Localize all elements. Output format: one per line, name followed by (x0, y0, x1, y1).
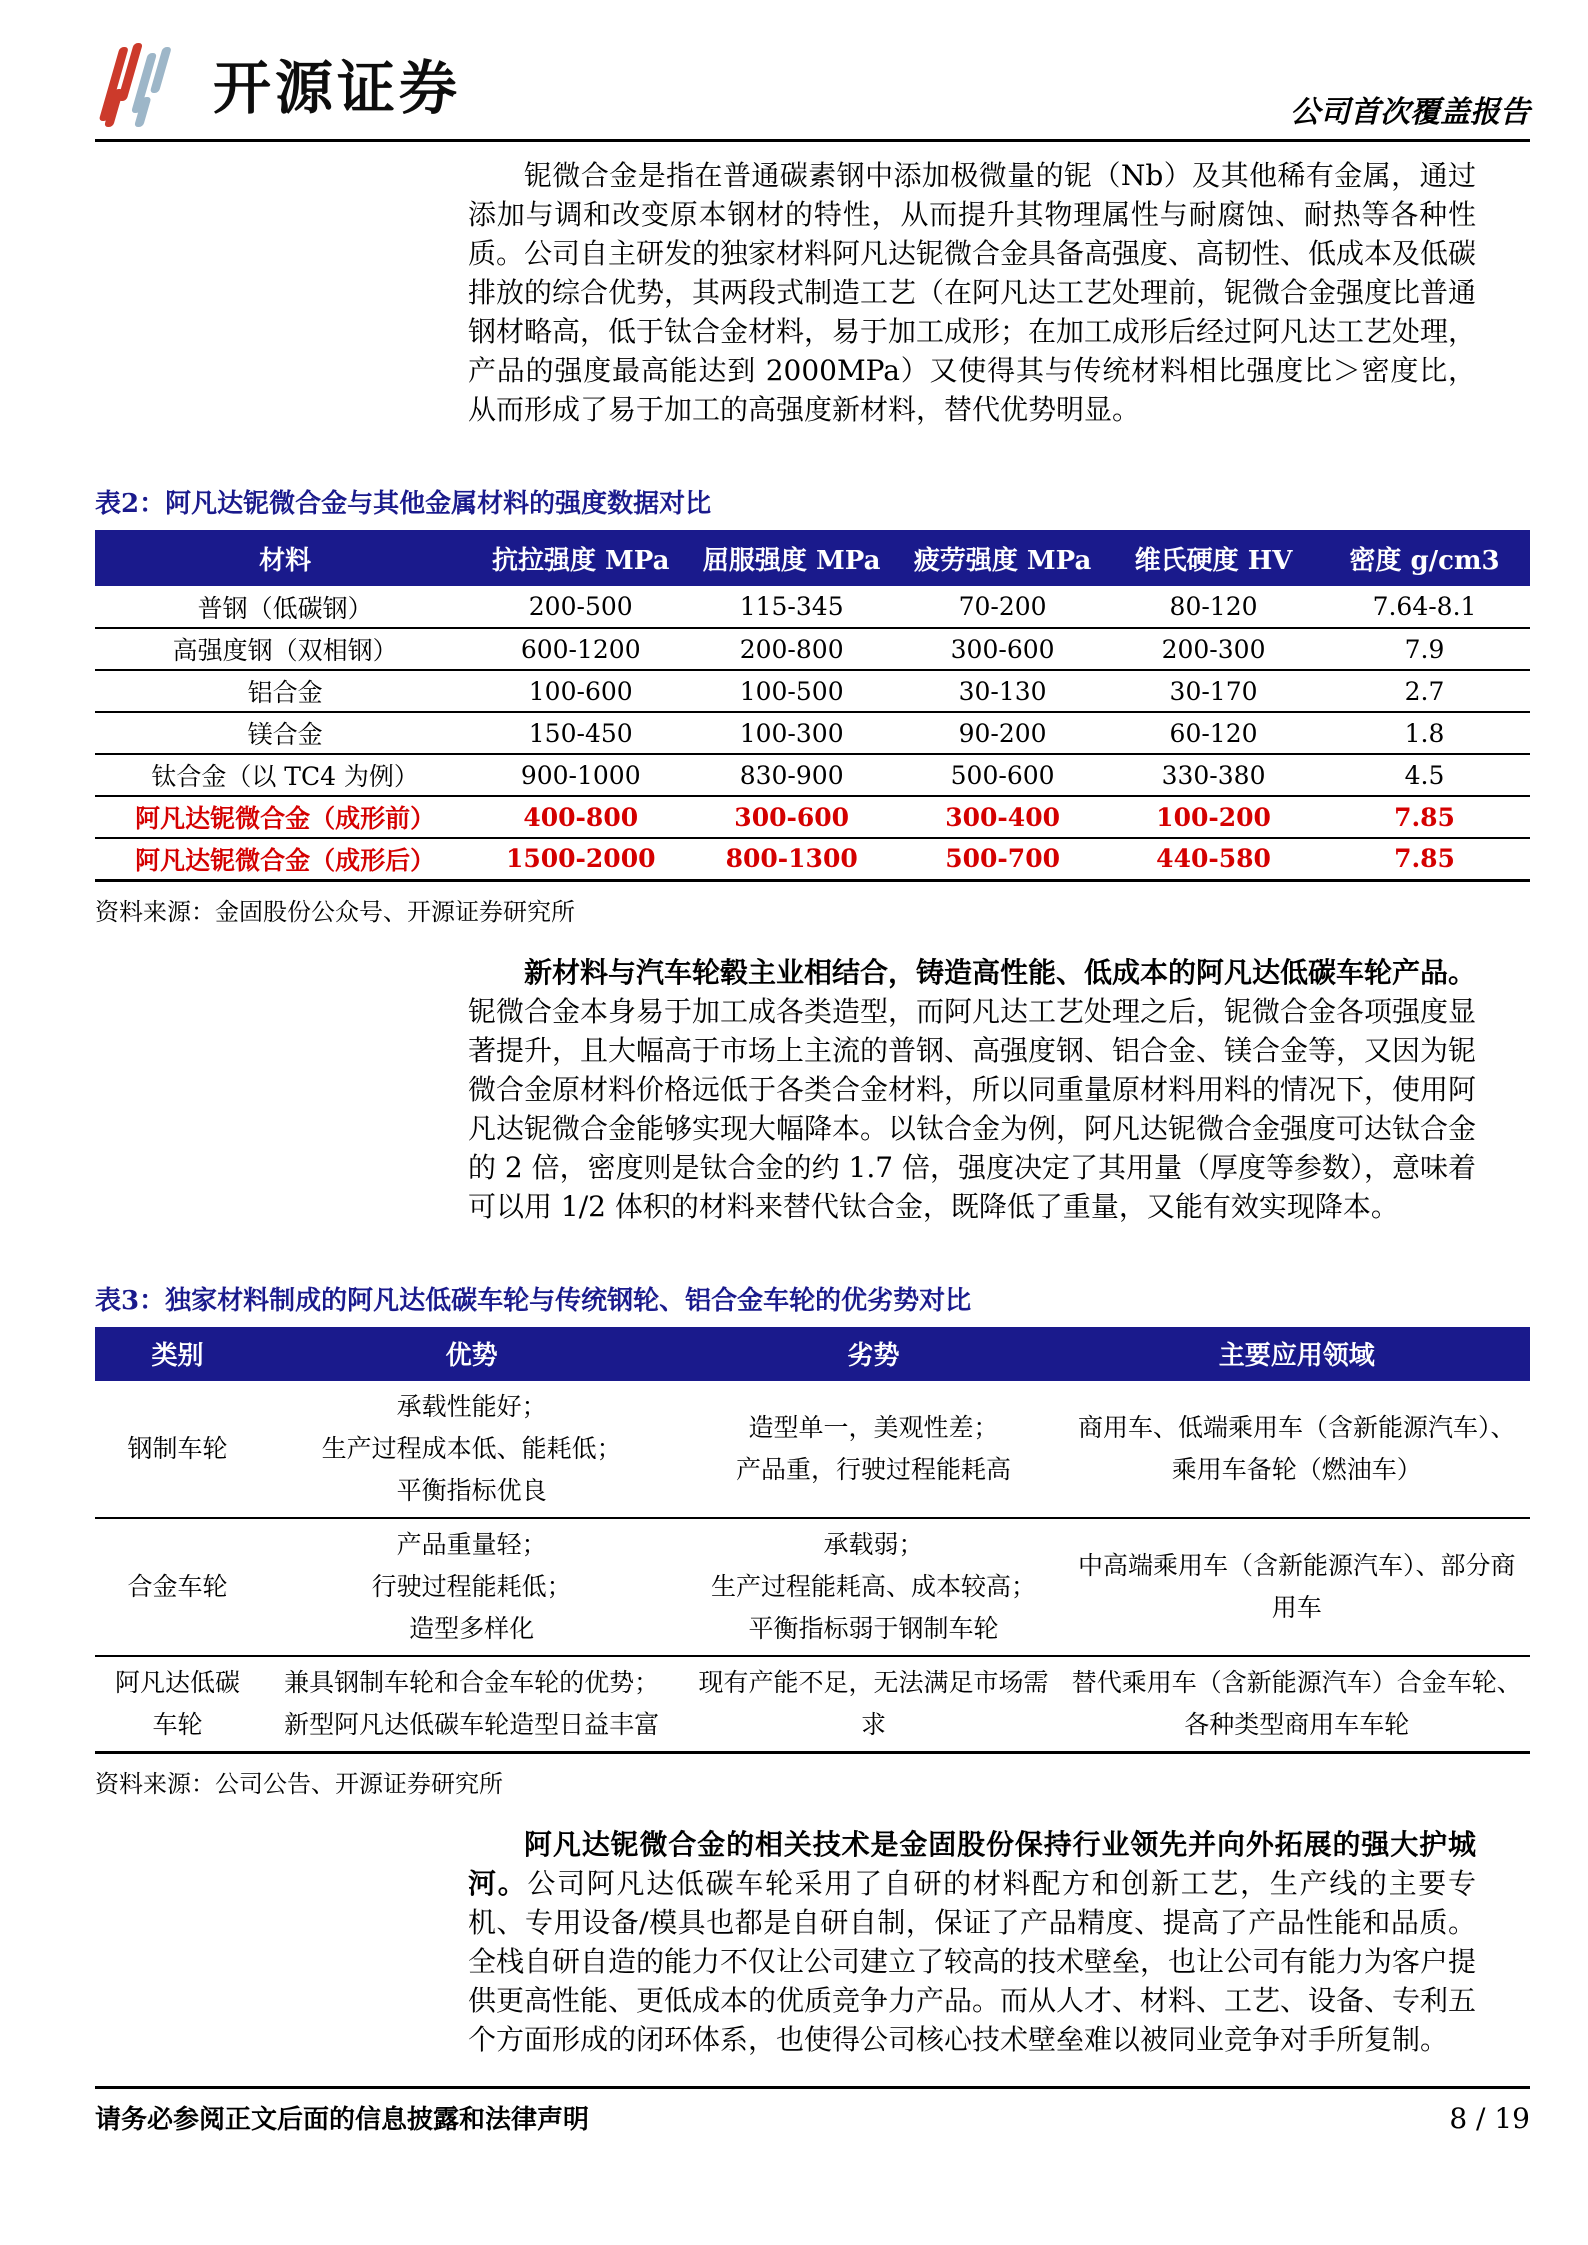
advantage-line: 新型阿凡达低碳车轮造型日益丰富 (284, 1709, 660, 1739)
table3-col-advantage: 优势 (260, 1327, 683, 1381)
table2-title: 表2：阿凡达铌微合金与其他金属材料的强度数据对比 (95, 489, 712, 519)
table2-col-density: 密度 g/cm3 (1319, 530, 1530, 586)
cell: 7.85 (1319, 796, 1530, 838)
table2-strength-comparison (95, 530, 1530, 882)
table3-head (95, 1327, 1530, 1381)
cell: 115-345 (686, 586, 897, 628)
table-row (95, 670, 1530, 712)
cell: 500-700 (897, 838, 1108, 880)
disadvantage-line: 造型单一，美观性差； (748, 1412, 999, 1442)
cell: 1.8 (1319, 712, 1530, 754)
cell-advantages (260, 1518, 683, 1656)
advantage-line: 产品重量轻； (396, 1529, 547, 1559)
cell: 200-800 (686, 628, 897, 670)
table2-head (95, 530, 1530, 586)
disadvantage-line: 生产过程能耗高、成本较高； (710, 1571, 1036, 1601)
cell: 800-1300 (686, 838, 897, 880)
paragraph-niobium-intro (468, 156, 1476, 429)
table2-col-fatigue: 疲劳强度 MPa (897, 530, 1108, 586)
cell: 300-400 (897, 796, 1108, 838)
cell: 80-120 (1108, 586, 1319, 628)
paragraph-1-body: 铌微合金是指在普通碳素钢中添加极微量的铌（Nb）及其他稀有金属，通过添加与调和改变原本钢材的特性，从而提升其物理属性与耐腐蚀、耐热等各种性质。公司自主研发的独家材料阿凡达铌微合金具备高强度、高韧性、低成本及低碳排放的综合优势，其两段式制造工艺（在阿凡达工艺处理前，铌微合金强度比普通钢材略高，低于钛合金材料，易于加工成形；在加工成形后经过阿凡达工艺处理，产品的强度最高能达到 2000MPa）又使得其与传统材料相比强度比＞密度比，从而形成了易于加工的高强度新材料，替代优势明显。 (468, 159, 1477, 426)
paragraph-2-lead: 新材料与汽车轮毂主业相结合，铸造高性能、低成本的阿凡达低碳车轮产品。 (524, 955, 1477, 989)
cell: 1500-2000 (475, 838, 686, 880)
disadvantage-line: 产品重，行驶过程能耗高 (735, 1454, 1011, 1484)
table-row (95, 1656, 1530, 1753)
table-row (95, 586, 1530, 628)
cell: 铝合金 (95, 670, 475, 712)
table-row-highlight-postform (95, 838, 1530, 880)
cell: 阿凡达铌微合金（成形后） (95, 838, 475, 880)
brand-logo (95, 43, 461, 133)
cell: 400-800 (475, 796, 686, 838)
paragraph-moat (468, 1825, 1476, 2059)
table2-body (95, 586, 1530, 880)
cell-disadvantages (683, 1381, 1063, 1518)
table3-header-row (95, 1327, 1530, 1381)
cell: 2.7 (1319, 670, 1530, 712)
brand-stripes-icon (95, 43, 199, 133)
cell-advantages (260, 1381, 683, 1518)
paragraph-2-body: 铌微合金本身易于加工成各类造型，而阿凡达工艺处理之后，铌微合金各项强度显著提升，且大幅高于市场上主流的普钢、高强度钢、铝合金、镁合金等，又因为铌微合金原材料价格远低于各类合金材料，所以同重量原材料用料的情况下，使用阿凡达铌微合金能够实现大幅降本。以钛合金为例，阿凡达铌微合金强度可达钛合金的 2 倍，密度则是钛合金的约 1.7 倍，强度决定了其用量（厚度等参数），意味着可以用 1/2 体积的材料来替代钛合金，既降低了重量，又能有效实现降本。 (468, 994, 1477, 1223)
table-row (95, 1518, 1530, 1656)
table2-col-yield: 屈服强度 MPa (686, 530, 897, 586)
cell: 330-380 (1108, 754, 1319, 796)
table3-body (95, 1381, 1530, 1753)
cell: 900-1000 (475, 754, 686, 796)
cell: 200-300 (1108, 628, 1319, 670)
cell: 600-1200 (475, 628, 686, 670)
cell-disadvantages (683, 1656, 1063, 1753)
cell: 300-600 (686, 796, 897, 838)
page-footer (95, 2086, 1530, 2136)
advantage-line: 造型多样化 (409, 1613, 535, 1643)
paragraph-3-lead: 阿凡达铌微合金的相关技术是金固股份保持行业领先并向外拓展的强大护城河。 (468, 1827, 1476, 1900)
cell: 100-200 (1108, 796, 1319, 838)
cell-advantages (260, 1656, 683, 1753)
table2-col-material: 材料 (95, 530, 475, 586)
cell-category: 阿凡达低碳车轮 (95, 1656, 260, 1753)
footer-disclaimer: 请务必参阅正文后面的信息披露和法律声明 (95, 2105, 590, 2135)
advantage-line: 行驶过程能耗低； (371, 1571, 572, 1601)
cell-application: 中高端乘用车（含新能源汽车）、部分商用车 (1064, 1518, 1530, 1656)
cell: 830-900 (686, 754, 897, 796)
cell: 100-500 (686, 670, 897, 712)
cell: 30-130 (897, 670, 1108, 712)
cell: 300-600 (897, 628, 1108, 670)
cell: 100-300 (686, 712, 897, 754)
disadvantage-line: 现有产能不足，无法满足市场需求 (698, 1667, 1049, 1739)
table3-source: 资料来源：公司公告、开源证券研究所 (95, 1769, 503, 1798)
disadvantage-line: 承载弱； (823, 1529, 924, 1559)
cell: 440-580 (1108, 838, 1319, 880)
table3-col-disadvantage: 劣势 (683, 1327, 1063, 1381)
table2-col-tensile: 抗拉强度 MPa (475, 530, 686, 586)
cell: 4.5 (1319, 754, 1530, 796)
cell: 钛合金（以 TC4 为例） (95, 754, 475, 796)
cell-category: 钢制车轮 (95, 1381, 260, 1518)
disadvantage-line: 平衡指标弱于钢制车轮 (748, 1613, 999, 1643)
brand-name: 开源证券 (213, 54, 462, 122)
cell-application: 替代乘用车（含新能源汽车）合金车轮、各种类型商用车车轮 (1064, 1656, 1530, 1753)
cell: 镁合金 (95, 712, 475, 754)
cell: 普钢（低碳钢） (95, 586, 475, 628)
report-type-label: 公司首次覆盖报告 (1290, 95, 1530, 130)
table-row (95, 628, 1530, 670)
table2-col-hardness: 维氏硬度 HV (1108, 530, 1319, 586)
table3-wheel-comparison (95, 1327, 1530, 1754)
table3-col-application: 主要应用领域 (1064, 1327, 1530, 1381)
cell-disadvantages (683, 1518, 1063, 1656)
cell: 200-500 (475, 586, 686, 628)
cell: 7.64-8.1 (1319, 586, 1530, 628)
table-row-highlight-preform (95, 796, 1530, 838)
cell: 60-120 (1108, 712, 1319, 754)
cell-category: 合金车轮 (95, 1518, 260, 1656)
table2-source: 资料来源：金固股份公众号、开源证券研究所 (95, 897, 575, 926)
advantage-line: 生产过程成本低、能耗低； (321, 1433, 622, 1463)
page-number: 8 / 19 (1449, 2102, 1530, 2135)
page-header (95, 42, 1530, 142)
paragraph-new-material (468, 953, 1476, 1226)
table-row (95, 1381, 1530, 1518)
cell-application: 商用车、低端乘用车（含新能源汽车）、乘用车备轮（燃油车） (1064, 1381, 1530, 1518)
table2-header-row (95, 530, 1530, 586)
cell: 7.9 (1319, 628, 1530, 670)
cell: 阿凡达铌微合金（成形前） (95, 796, 475, 838)
table-row (95, 712, 1530, 754)
paragraph-3-body: 公司阿凡达低碳车轮采用了自研的材料配方和创新工艺，生产线的主要专机、专用设备/模具也都是自研自制，保证了产品精度、提高了产品性能和品质。全栈自研自造的能力不仅让公司建立了较高的技术壁垒，也让公司有能力为客户提供更高性能、更低成本的优质竞争力产品。而从人才、材料、工艺、设备、专利五个方面形成的闭环体系，也使得公司核心技术壁垒难以被同业竞争对手所复制。 (468, 1866, 1477, 2056)
cell: 500-600 (897, 754, 1108, 796)
table3-title: 表3：独家材料制成的阿凡达低碳车轮与传统钢轮、铝合金车轮的优劣势对比 (95, 1285, 972, 1316)
cell: 7.85 (1319, 838, 1530, 880)
table3-col-category: 类别 (95, 1327, 260, 1381)
cell: 30-170 (1108, 670, 1319, 712)
advantage-line: 兼具钢制车轮和合金车轮的优势； (284, 1667, 660, 1697)
advantage-line: 承载性能好； (396, 1391, 547, 1421)
cell: 100-600 (475, 670, 686, 712)
cell: 高强度钢（双相钢） (95, 628, 475, 670)
table-row (95, 754, 1530, 796)
cell: 90-200 (897, 712, 1108, 754)
cell: 150-450 (475, 712, 686, 754)
advantage-line: 平衡指标优良 (396, 1475, 547, 1505)
cell: 70-200 (897, 586, 1108, 628)
